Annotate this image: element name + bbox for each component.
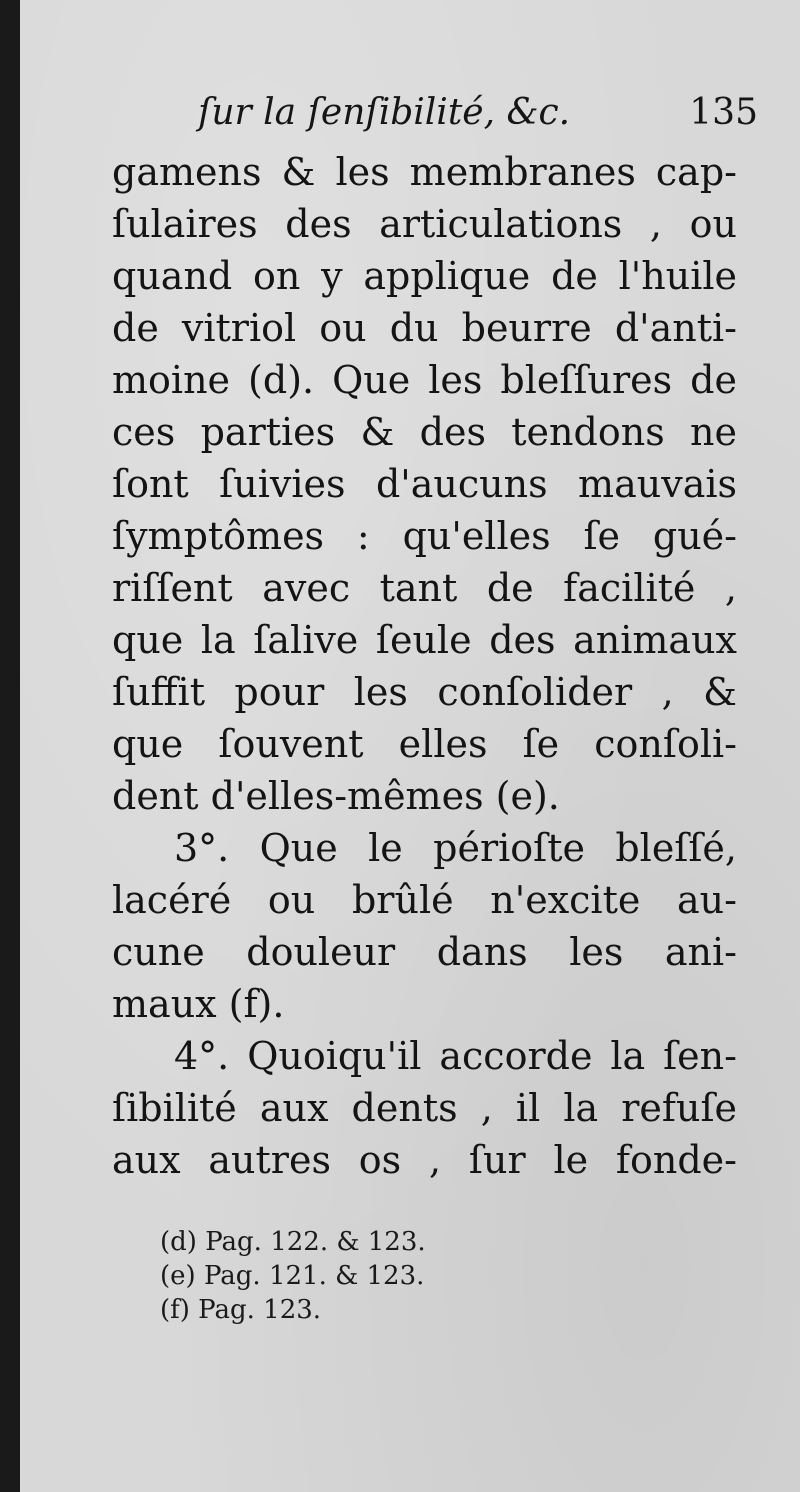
text-line: ſont ſuivies d'aucuns mauvais (112, 462, 737, 506)
text-line: gamens & les membranes cap- (112, 150, 737, 194)
paragraph-start-line: 4°. Quoiqu'il accorde la ſen- (174, 1034, 737, 1078)
paragraph-end-line: maux (f). (112, 982, 285, 1026)
text-line: ſymptômes : qu'elles ſe gué- (112, 514, 737, 558)
paragraph-end-line: dent d'elles-mêmes (e). (112, 774, 560, 818)
book-page (20, 0, 800, 1492)
text-line: ces parties & des tendons ne (112, 410, 737, 454)
paragraph-start-line: 3°. Que le périoſte bleſſé, (174, 826, 737, 870)
text-line: quand on y applique de l'huile (112, 254, 737, 298)
text-line: que la ſalive ſeule des animaux (112, 618, 737, 662)
footnotes (160, 1225, 580, 1327)
body-text (112, 146, 737, 1186)
text-line: de vitriol ou du beurre d'anti- (112, 306, 737, 350)
footnote-e: (e) Pag. 121. & 123. (160, 1261, 425, 1291)
text-line: lacéré ou brûlé n'excite au- (112, 878, 737, 922)
page-number: 135 (689, 92, 758, 133)
footnote-f: (f) Pag. 123. (160, 1295, 322, 1325)
text-line: riſſent avec tant de facilité , (112, 566, 737, 610)
text-line: ſuffit pour les conſolider , & (112, 670, 737, 714)
footnote-d: (d) Pag. 122. & 123. (160, 1227, 426, 1257)
text-line: que ſouvent elles ſe conſoli- (112, 722, 737, 766)
text-line: moine (d). Que les bleſſures de (112, 358, 737, 402)
text-line: cune douleur dans les ani- (112, 930, 737, 974)
running-head (198, 92, 758, 144)
text-line: ſibilité aux dents , il la refuſe (112, 1086, 737, 1130)
running-head-title: ſur la ſenſibilité, &c. (198, 92, 571, 133)
text-line: aux autres os , ſur le fonde- (112, 1138, 737, 1182)
text-line: ſulaires des articulations , ou (112, 202, 737, 246)
